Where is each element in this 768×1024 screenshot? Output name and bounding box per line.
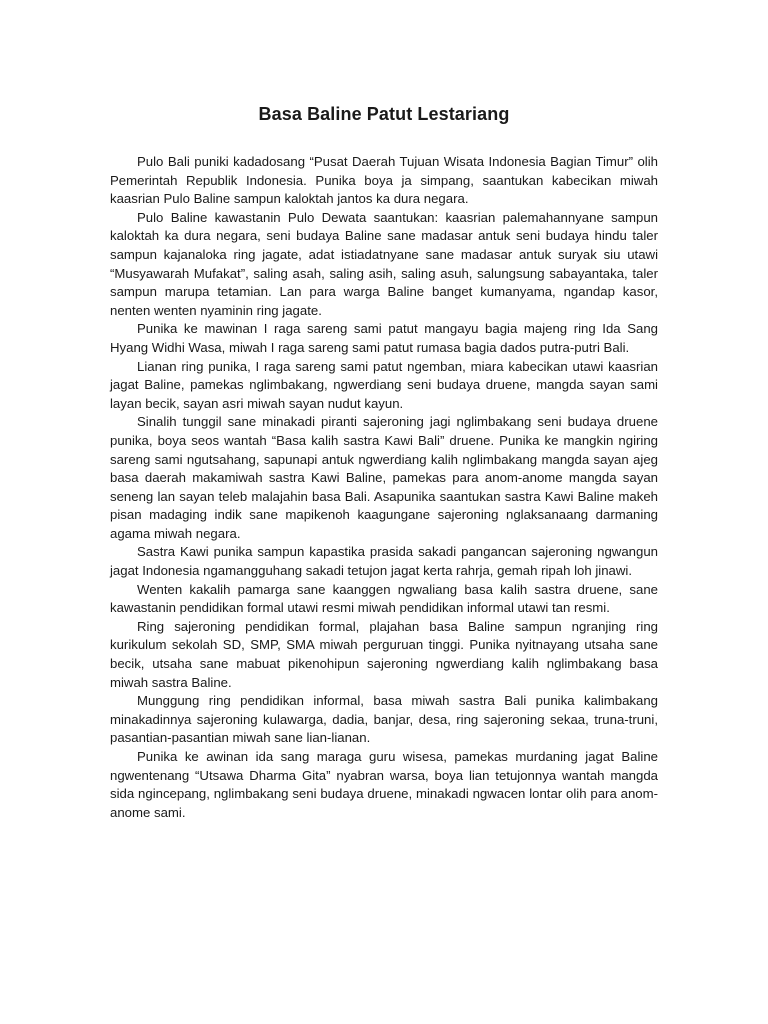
paragraph: Sastra Kawi punika sampun kapastika prasida sakadi pangancan sajeroning ngwangun jagat Indonesia ngamangguhang sakadi tetujon jagat kerta rahrja, gemah ripah loh jinawi. — [110, 544, 658, 579]
paragraph: Sinalih tunggil sane minakadi piranti sajeroning jagi nglimbakang seni budaya druene punika, boya seos wantah “Basa kalih sastra Kawi Bali” druene. Punika ke mangkin ngiring sareng sami ngutsahang, sapunapi antuk ngwerdiang kalih nglimbakang mangda sayan ajeg basa daerah makamiwah sastra Kawi Baline, pamekas para anom-anome mangda sayan seneng lan sayan teleb malajahin basa Bali. Asapunika saantukan sastra Kawi Baline makeh pisan madaging indik sane mapikenoh kaagungane sajeroning nglaksanaang darmaning agama miwah negara. — [110, 414, 658, 541]
paragraph: Punika ke awinan ida sang maraga guru wisesa, pamekas murdaning jagat Baline ngwentenang “Utsawa Dharma Gita” nyabran warsa, boya lian tetujonnya wantah mangda sida ngincepang, nglimbakang seni budaya druene, minakadi ngwacen lontar olih para anom-anome sami. — [110, 749, 658, 820]
paragraph: Lianan ring punika, I raga sareng sami patut ngemban, miara kabecikan utawi kaasrian jagat Baline, pamekas nglimbakang, ngwerdiang seni budaya druene, mangda sayan sami layan becik, sayan asri miwah sayan nudut kayun. — [110, 358, 658, 411]
paragraph: Punika ke mawinan I raga sareng sami patut mangayu bagia majeng ring Ida Sang Hyang Widhi Wasa, miwah I raga sareng sami patut rumasa bagia dados putra-putri Bali. — [110, 321, 658, 355]
paragraph: Ring sajeroning pendidikan formal, plajahan basa Baline sampun ngranjing ring kurikulum sekolah SD, SMP, SMA miwah perguruan tinggi. Punika nyitnayang utsaha sane becik, utsaha sane mabuat pikenohipun sajeroning ngwerdiang kalih nglimbakang basa miwah sastra Baline. — [110, 618, 658, 690]
paragraph: Munggung ring pendidikan informal, basa miwah sastra Bali punika kalimbakang minakadinnya sajeroning kulawarga, dadia, banjar, desa, ring sajeroning sekaa, truna-truni, pasantian-pasantian miwah sane lian-lianan. — [110, 693, 658, 746]
paragraph: Wenten kakalih pamarga sane kaanggen ngwaliang basa kalih sastra druene, sane kawastanin pendidikan formal utawi resmi miwah pendidikan informal utawi tan resmi. — [110, 581, 658, 616]
document-body — [110, 153, 658, 822]
paragraph: Pulo Bali puniki kadadosang “Pusat Daerah Tujuan Wisata Indonesia Bagian Timur” olih Pemerintah Republik Indonesia. Punika boya ja simpang, saantukan kabecikan miwah kaasrian Pulo Baline sampun kaloktah jantos ka dura negara. — [110, 154, 658, 207]
paragraph: Pulo Baline kawastanin Pulo Dewata saantukan: kaasrian palemahannyane sampun kaloktah ka dura negara, seni budaya Baline sane madasar antuk seni budaya hindu taler sampun kajanaloka ring jagate, adat istiadatnyane sane madasar antuk suryak siu utawi “Musyawarah Mufakat”, saling asah, saling asih, saling asuh, salungsung sabayantaka, taler sampun marupa tetamian. Lan para warga Baline banget kumanyama, ngandap kasor, nenten wenten nyaminin ring jagate. — [110, 209, 658, 318]
document-title: Basa Baline Patut Lestariang — [258, 104, 510, 125]
